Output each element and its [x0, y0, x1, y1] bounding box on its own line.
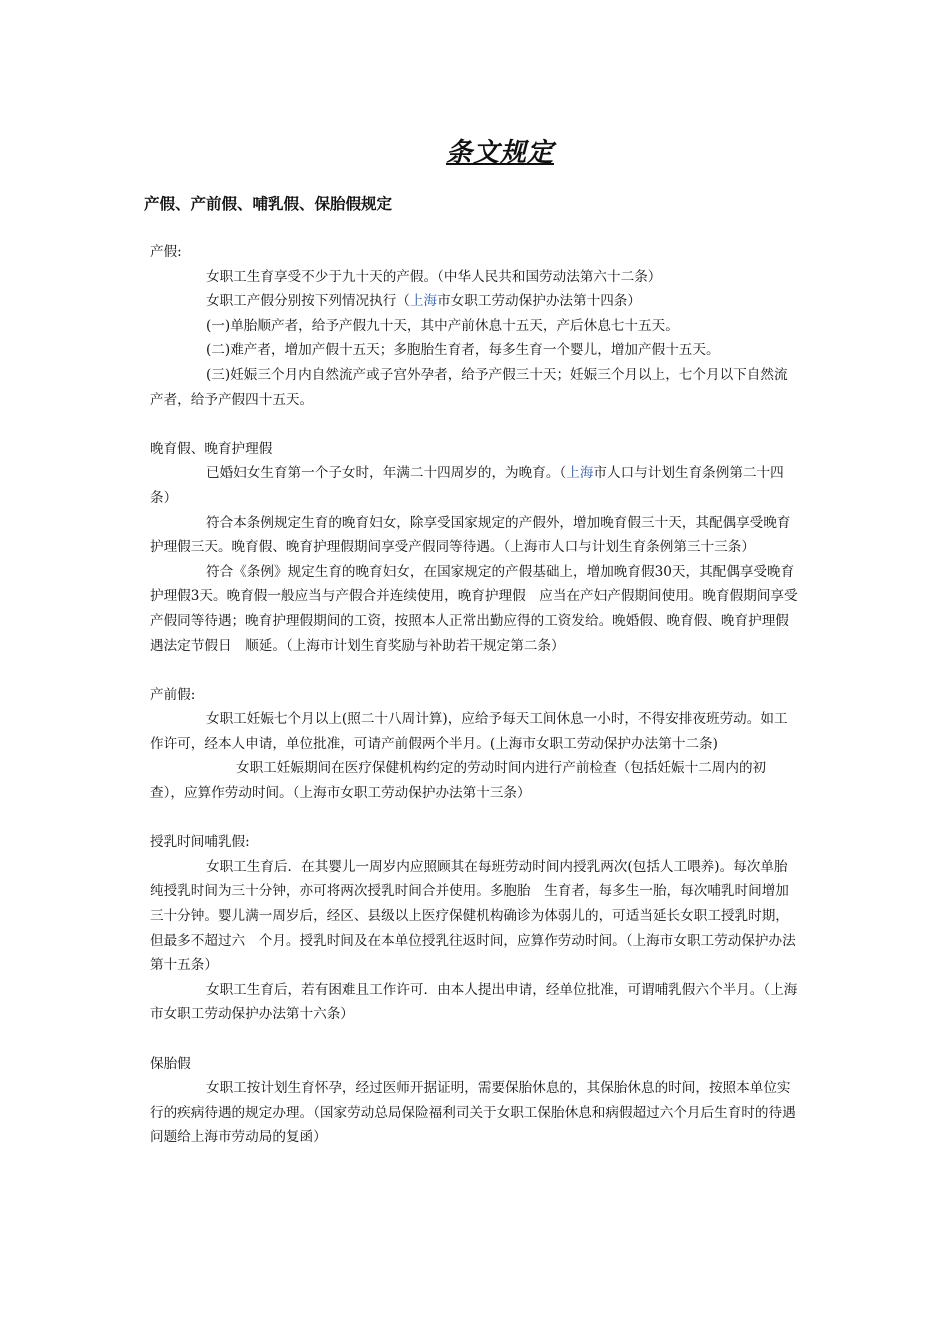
maternity-p5: (三)妊娠三个月内自然流产或子宫外孕者，给予产假三十天；妊娠三个月以上，七个月以下自然流产者，给予产假四十五天。	[150, 366, 788, 408]
page-title: 条文规定	[445, 138, 554, 168]
maternity-p2	[150, 289, 798, 314]
pregnancy-p1: 女职工按计划生育怀孕，经过医师开据证明，需要保胎休息的，其保胎休息的时间，按照本单位实行的疾病待遇的规定办理。（国家劳动总局保险福利司关于女职工保胎休息和病假超过六个月后生育时的待遇问题给上海市劳动局的复函）	[150, 1080, 796, 1146]
document-body	[150, 240, 798, 1150]
prenatal-p2: 女职工妊娠期间在医疗保健机构约定的劳动时间内进行产前检查（包括妊娠十二周内的初查），应算作劳动时间。（上海市女职工劳动保护办法第十三条）	[150, 760, 767, 802]
pregnancy-label: 保胎假	[150, 1055, 191, 1072]
section-heading: 产假、产前假、哺乳假、保胎假规定	[144, 195, 393, 213]
maternity-p2-post: 市女职工劳动保护办法第十四条）	[437, 293, 641, 310]
spacer	[150, 658, 798, 683]
spacer	[150, 1027, 798, 1052]
nursing-label: 授乳时间哺乳假:	[150, 834, 250, 851]
shanghai-link[interactable]: 上海	[409, 293, 438, 310]
prenatal-label: 产前假:	[150, 686, 196, 703]
maternity-p4: (二)难产者，增加产假十五天；多胞胎生育者，每多生育一个婴儿，增加产假十五天。	[206, 342, 720, 359]
nursing-p1: 女职工生育后．在其婴儿一周岁内应照顾其在每班劳动时间内授乳两次(包括人工喂养)。每次单胎纯授乳时间为三十分钟，亦可将两次授乳时间合并使用。多胞胎 生育者，每多生一胎，每次哺乳时间增加三十分钟。婴儿满一周岁后，经区、县级以上医疗保健机构确诊为体弱儿的，可适当延长女职工授乳时期，但最多不超过六 个月。授乳时间及在本单位授乳往返时间，应算作劳动时间。（上海市女职工劳动保护办法第十五条）	[150, 858, 796, 974]
late-label: 晚育假、晚育护理假	[150, 440, 273, 457]
maternity-p1: 女职工生育享受不少于九十天的产假。（中华人民共和国劳动法第六十二条）	[206, 268, 662, 285]
maternity-p3: (一)单胎顺产者，给予产假九十天，其中产前休息十五天，产后休息七十五天。	[206, 317, 679, 334]
nursing-p2: 女职工生育后，若有困难且工作许可．由本人提出申请，经单位批准，可谓哺乳假六个半月。（上海市女职工劳动保护办法第十六条）	[150, 981, 798, 1023]
late-p1	[150, 461, 798, 510]
shanghai-link[interactable]: 上海	[566, 465, 594, 482]
late-p1-post: 市人口与计划生育条例第二十四条）	[150, 465, 784, 506]
spacer	[150, 412, 798, 437]
prenatal-p1: 女职工妊娠七个月以上(照二十八周计算)，应给予每天工间休息一小时，不得安排夜班劳动。如工作许可，经本人申请，单位批准，可请产前假两个半月。(上海市女职工劳动保护办法第十二条)	[150, 711, 788, 752]
late-p1-pre: 已婚妇女生育第一个子女时，年满二十四周岁的，为晚育。（	[206, 465, 567, 482]
late-p2: 符合本条例规定生育的晚育妇女，除享受国家规定的产假外，增加晚育假三十天，其配偶享受晚育护理假三天。晚育假、晚育护理假期间享受产假同等待遇。（上海市人口与计划生育条例第三十三条）	[150, 514, 791, 556]
spacer	[150, 806, 798, 831]
maternity-p2-pre: 女职工产假分别按下列情况执行（	[206, 293, 410, 310]
late-p3: 符合《条例》规定生育的晚育妇女，在国家规定的产假基础上，增加晚育假30天，其配偶享受晚育护理假3天。晚育假一般应当与产假合并连续使用，晚育护理假 应当在产妇产假期间使用。晚育假期间享受产假同等待遇；晚育护理假期间的工资，按照本人正常出勤应得的工资发给。晚婚假、晚育假、晚育护理假遇法定节假日 顺延。（上海市计划生育奖励与补助若干规定第二条）	[150, 563, 798, 654]
maternity-label: 产假:	[150, 244, 182, 260]
